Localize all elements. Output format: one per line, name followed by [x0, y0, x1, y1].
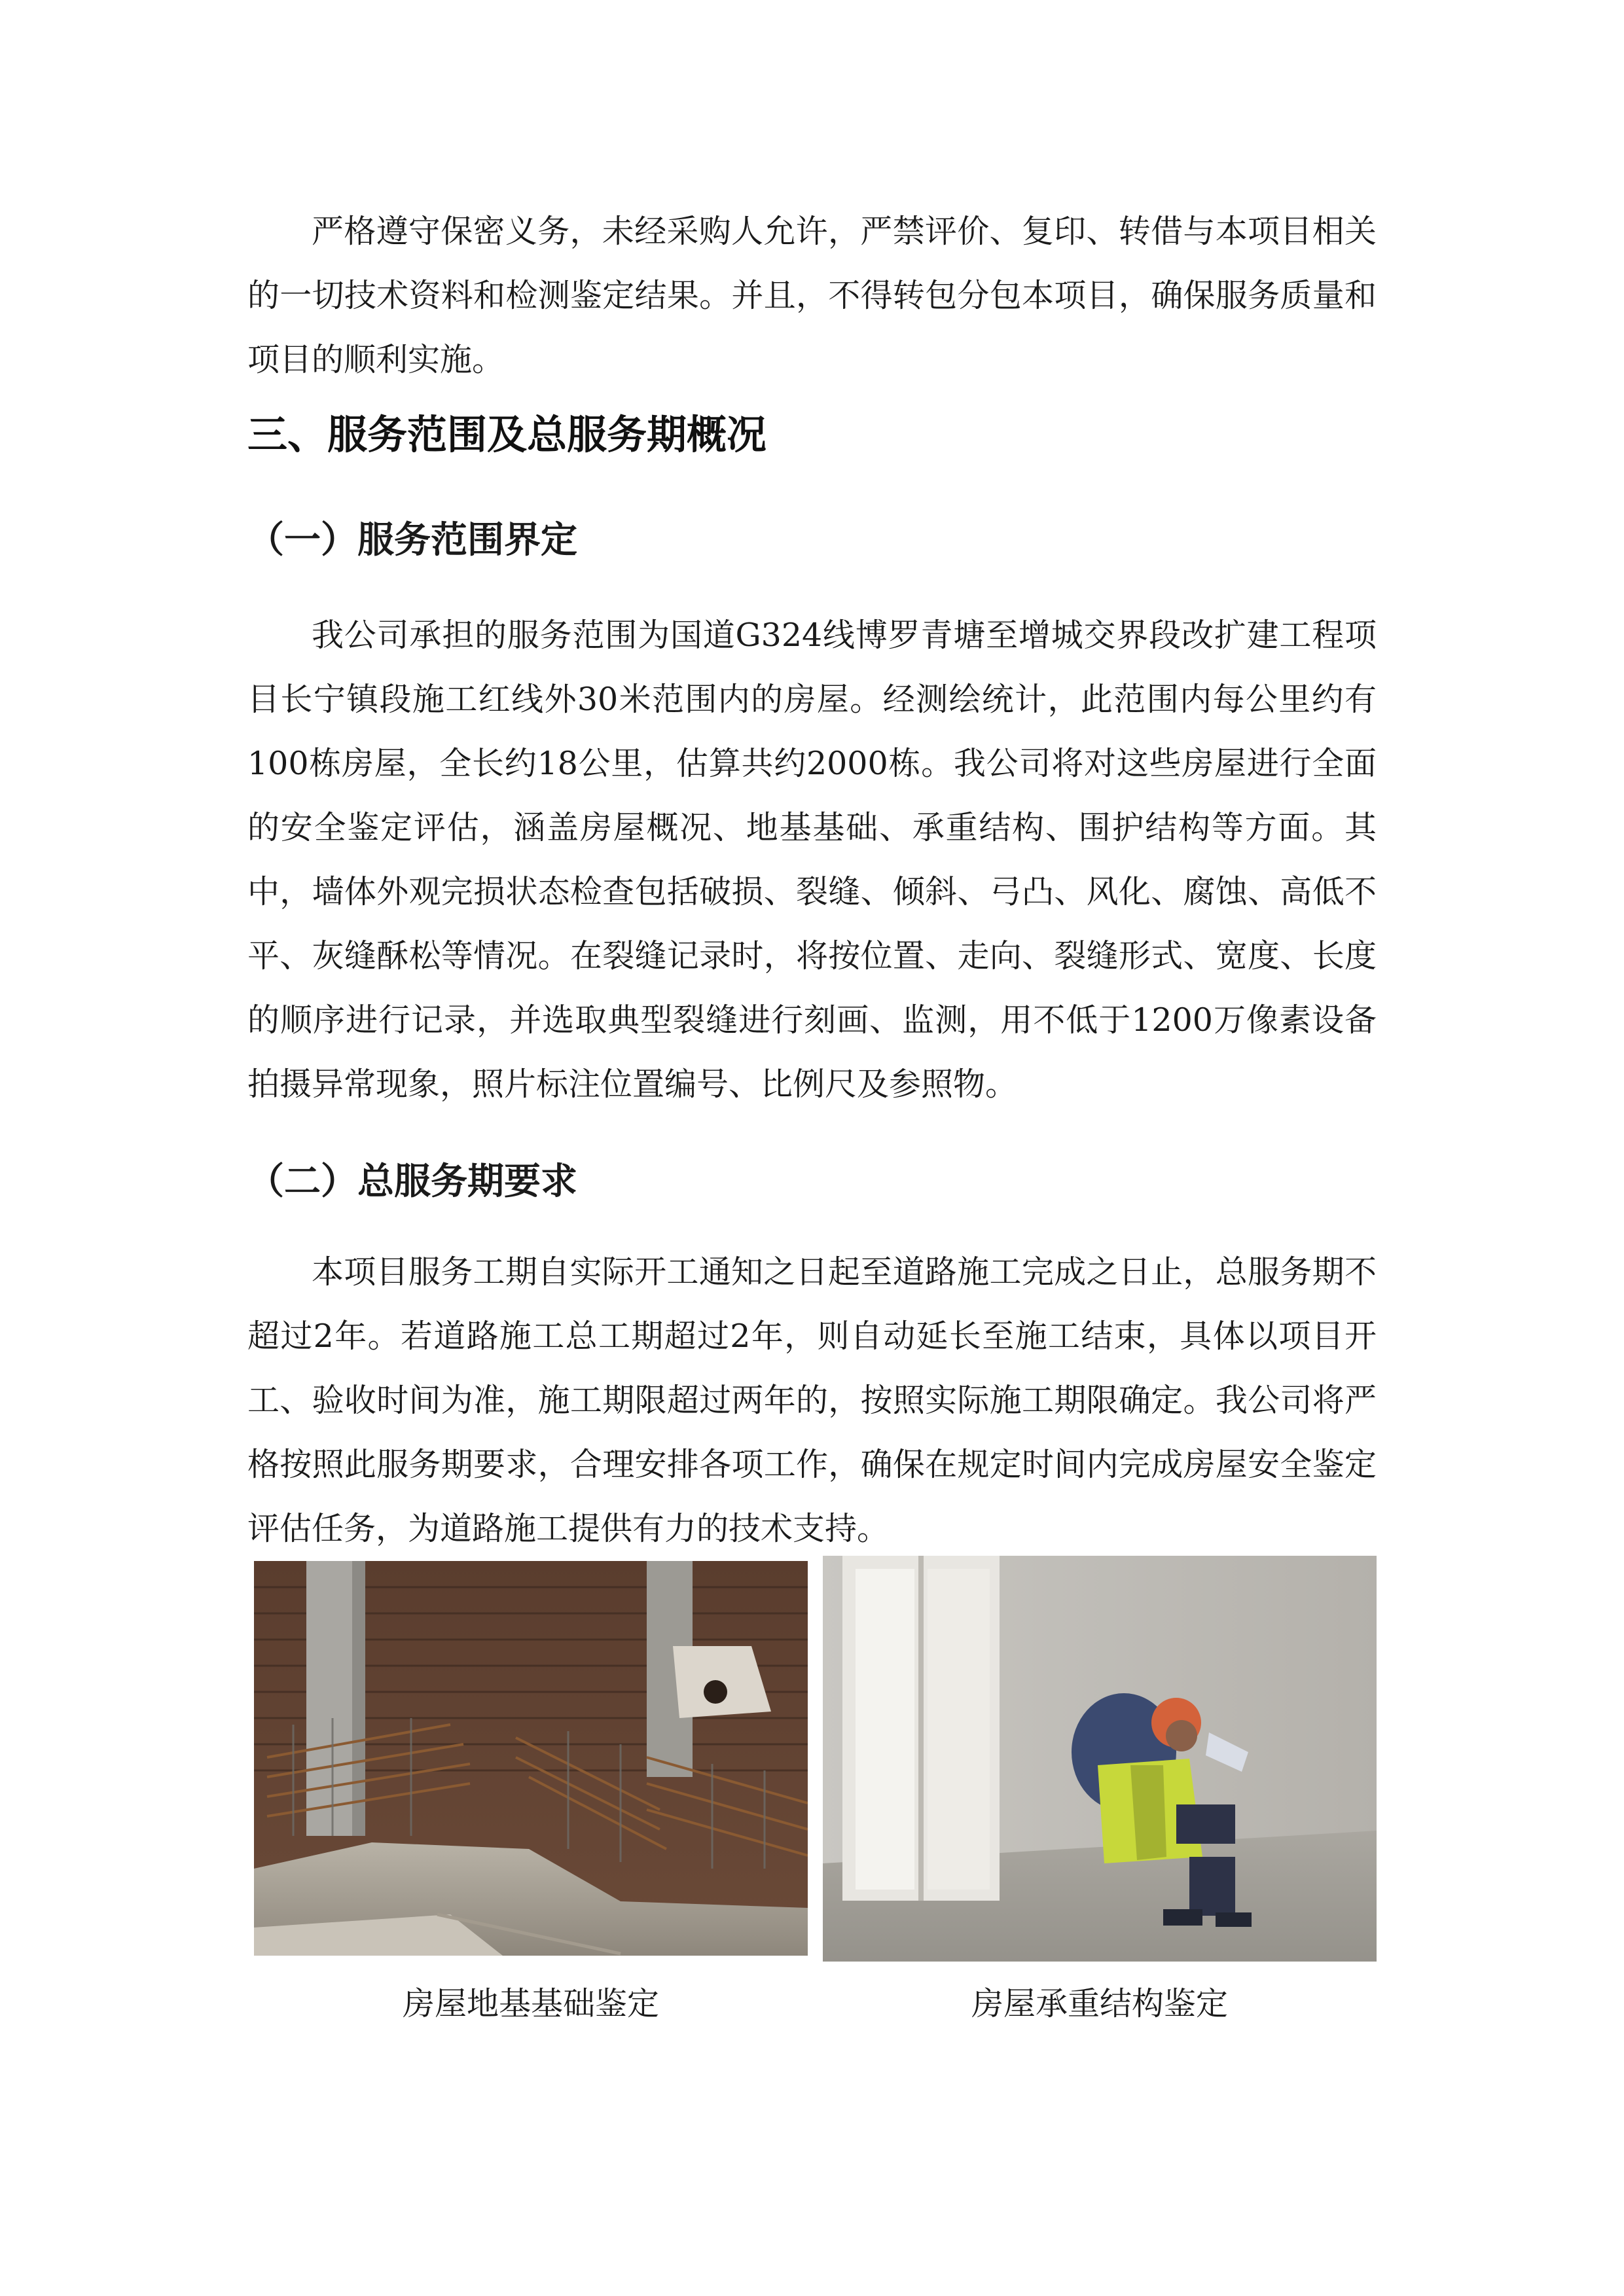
intro-paragraph: 严格遵守保密义务，未经采购人允许，严禁评价、复印、转借与本项目相关的一切技术资料和检测鉴定结果。并且，不得转包分包本项目，确保服务质量和项目的顺利实施。	[247, 213, 1377, 378]
photo-caption-structure: 房屋承重结构鉴定	[971, 1985, 1228, 2022]
scope-paragraph: 我公司承担的服务范围为国道G324线博罗青塘至增城交界段改扩建工程项目长宁镇段施工红线外30米范围内的房屋。经测绘统计，此范围内每公里约有100栋房屋，全长约18公里，估算共约2000栋。我公司将对这些房屋进行全面的安全鉴定评估，涵盖房屋概况、地基基础、承重结构、围护结构等方面。其中，墙体外观完损状态检查包括破损、裂缝、倾斜、弓凸、风化、腐蚀、高低不平、灰缝酥松等情况。在裂缝记录时，将按位置、走向、裂缝形式、宽度、长度的顺序进行记录，并选取典型裂缝进行刻画、监测，用不低于1200万像素设备拍摄异常现象，照片标注位置编号、比例尺及参照物。	[247, 617, 1377, 1103]
section-heading: 三、服务范围及总服务期概况	[247, 412, 767, 458]
period-paragraph: 本项目服务工期自实际开工通知之日起至道路施工完成之日止，总服务期不超过2年。若道路施工总工期超过2年，则自动延长至施工结束，具体以项目开工、验收时间为准，施工期限超过两年的，按照实际施工期限确定。我公司将严格按照此服务期要求，合理安排各项工作，确保在规定时间内完成房屋安全鉴定评估任务，为道路施工提供有力的技术支持。	[247, 1253, 1377, 1547]
photo-caption-foundation: 房屋地基基础鉴定	[402, 1985, 659, 2022]
structure-photo	[823, 1556, 1377, 1962]
foundation-photo	[254, 1561, 808, 1956]
period-subheading: （二）总服务期要求	[247, 1160, 577, 1203]
scope-subheading: （一）服务范围界定	[247, 518, 577, 562]
